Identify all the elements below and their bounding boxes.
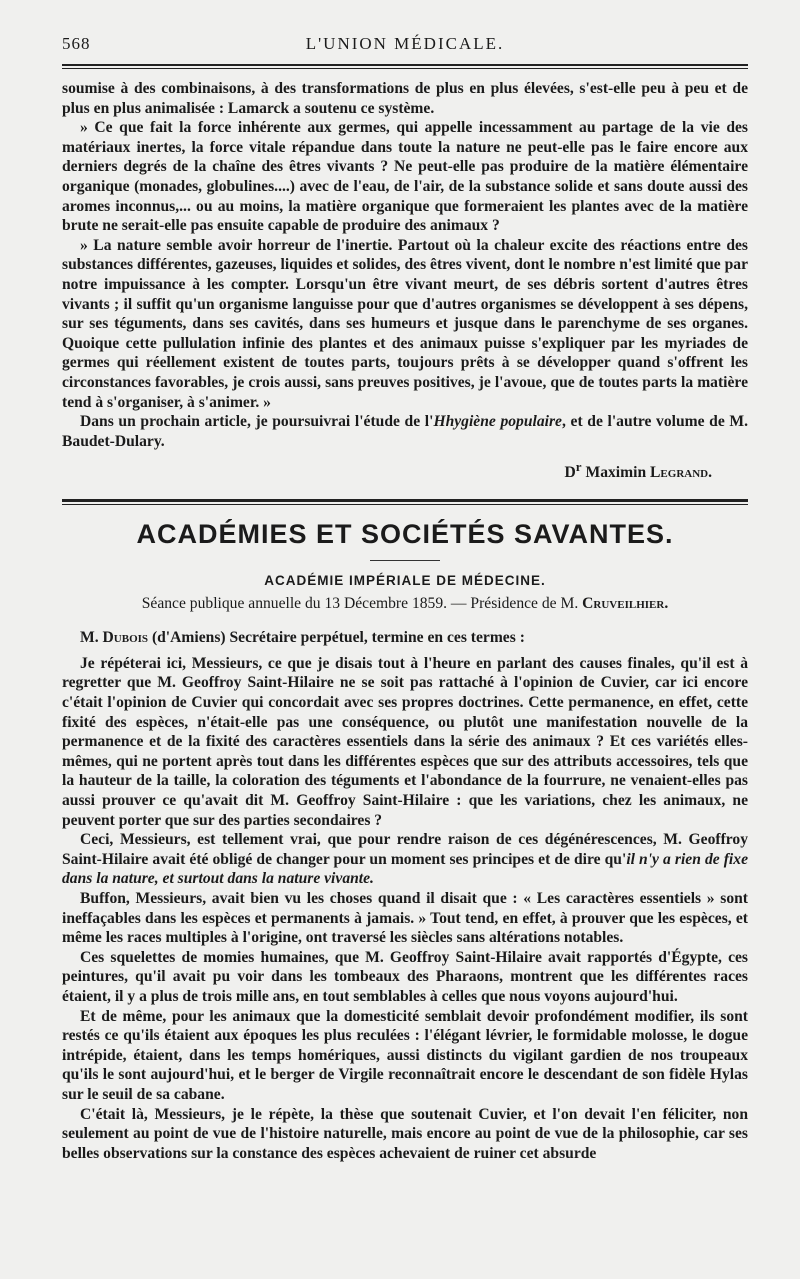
article-paragraph: » Ce que fait la force inhérente aux germes, qui appelle incessamment au partage de la vie des matériaux inertes, la force vitale répandue dans toute la nature ne peut-elle pas le faire encore aux derniers degrés de la chaîne des êtres vivants ? Ne peut-elle pas produire de la matière élémentaire organique (monades, globulines....) avec de l'eau, de l'air, de la substance solide et sans doute aussi des aromes inconnus,... ou au moins, la matière organique que formeraient les plantes avec de la matière brute ne serait-elle pas ensuite capable de produire des animaux ?: [62, 119, 748, 235]
author-signature: $D^r$ Maximin Legrand.: [564, 459, 712, 482]
header-rule: [62, 64, 748, 69]
page-number: 568: [62, 34, 91, 53]
article-paragraph: » La nature semble avoir horreur de l'inertie. Partout où la chaleur excite des réactions entre des substances différentes, gazeuses, liquides et solides, des êtres vivent, dont le nombre n'est limité que par notre impuissance à les compter. Lorsqu'un être vivant meurt, de ses débris sortent d'autres êtres vivants ; il suffit qu'un organisme languisse pour que d'autres organismes se développent à ses dépens, sur ses téguments, dans ses cavités, dans ses humeurs et jusque dans le parenchyme de ses organes. Quoique cette pullulation infinie des plantes et des animaux puisse s'expliquer par les myriades de germes qui réellement existent de toutes parts, toujours prêts à se développer quand s'offrent les circonstances favorables, je crois aussi, sans preuves positives, je l'avoue, que de toutes parts la matière tend à s'organiser, à s'animer. »: [62, 236, 748, 411]
session-line: Séance publique annuelle du 13 Décembre 1859. — Présidence de M. Cruveilhier.: [141, 595, 669, 613]
section-paragraph: Buffon, Messieurs, avait bien vu les choses quand il disait que : « Les caractères essentiels » sont ineffaçables dans les espèces et permanents à jamais. » Tout tend, en effet, à prouver que les espèces, et même les races multiples à l'origine, ont traversé les siècles sans altérations notables.: [62, 890, 748, 947]
president-name: Cruveilhier.: [582, 595, 669, 613]
signature-block: [62, 451, 748, 491]
section-paragraph: Ces squelettes de momies humaines, que M. Geoffroy Saint-Hilaire avait rapportés d'Égypte, ces peintures, qu'il avait pu voir dans les tombeaux des Pharaons, montrent que les différentes races étaient, il y a plus de trois mille ans, en tout semblables à celles que nous voyons aujourd'hui.: [62, 948, 748, 1005]
journal-title: L'UNION MÉDICALE.: [305, 34, 505, 53]
section-paragraph: Ceci, Messieurs, est tellement vrai, que pour rendre raison de ces dégénérescences, M. Geoffroy Saint-Hilaire avait été obligé de changer pour un moment ses principes et de dire qu'il n'y a rien de fixe dans la nature, et surtout dans la nature vivante.: [62, 831, 748, 888]
intro-paragraph: M. Dubois (d'Amiens) Secrétaire perpétuel, termine en ces termes :: [80, 629, 525, 647]
speaker-name: Dubois: [102, 629, 149, 647]
section-paragraph: Je répéterai ici, Messieurs, ce que je disais tout à l'heure en parlant des causes finales, qu'il est à regretter que M. Geoffroy Saint-Hilaire ne se soit pas rattaché à l'opinion de Cuvier, car ici encore c'était l'opinion de Cuvier qui concordait avec ses propres doctrines. Cette permanence, en effet, cette fixité des espèces, n'était-elle pas une conséquence, ou plutôt une manifestation nouvelle de la permanence et de la fixité des caractères essentiels dans la série des animaux ? Et ces variétés elles-mêmes, qui ne portent après tout dans les différentes espèces que sur des attributs accessoires, tels que la hauteur de la taille, la coloration des téguments et l'abondance de la fourrure, ne venaient-elles pas aussi prouver ce qu'avait dit M. Geoffroy Saint-Hilaire : que les variations, chez les animaux, ne peuvent porter que sur des parties secondaires ?: [62, 654, 748, 829]
article-paragraph: soumise à des combinaisons, à des transformations de plus en plus élevées, s'est-elle peu à peu et de plus en plus animalisée : Lamarck a soutenu ce système.: [62, 80, 748, 117]
section-paragraph: C'était là, Messieurs, je le répète, la thèse que soutenait Cuvier, et l'on devait l'en féliciter, non seulement au point de vue de l'histoire naturelle, mais encore au point de vue de la philosophie, car ses belles observations sur la constance des espèces achevaient de ruiner cet absurde: [62, 1105, 748, 1162]
closing-italic-title: Hhygiène populaire: [433, 413, 562, 431]
closing-prefix: Dans un prochain article, je poursuivrai l'étude de l': [80, 413, 434, 431]
subsection-title: ACADÉMIE IMPÉRIALE DE MÉDECINE.: [264, 573, 546, 589]
section-title: ACADÉMIES ET SOCIÉTÉS SAVANTES.: [136, 519, 674, 550]
italic-quote: il n'y a rien de fixe dans la nature, et surtout dans la nature vivante.: [62, 850, 748, 888]
section-body: [62, 628, 748, 1163]
closing-suffix: , et de l'autre volume de M. Baudet-Dulary.: [62, 413, 749, 450]
article-closing-paragraph: [62, 412, 748, 451]
section-rule: [62, 499, 748, 505]
section-divider: [370, 560, 440, 561]
article-continuation: [62, 79, 748, 491]
section-paragraph: Et de même, pour les animaux que la domesticité semblait devoir profondément modifier, ils sont restés ce qu'ils étaient aux époques les plus reculées : l'élégant lévrier, le formidable molosse, le dogue intrépide, étaient, dans les temps homériques, aussi distincts du vigilant gardien de nos troupeaux qu'ils le sont aujourd'hui, et le berger de Virgile reconnaîtrait encore le descendant de son fidèle Hylas sur le seuil de sa cabane.: [62, 1007, 748, 1103]
running-header: [62, 28, 748, 58]
